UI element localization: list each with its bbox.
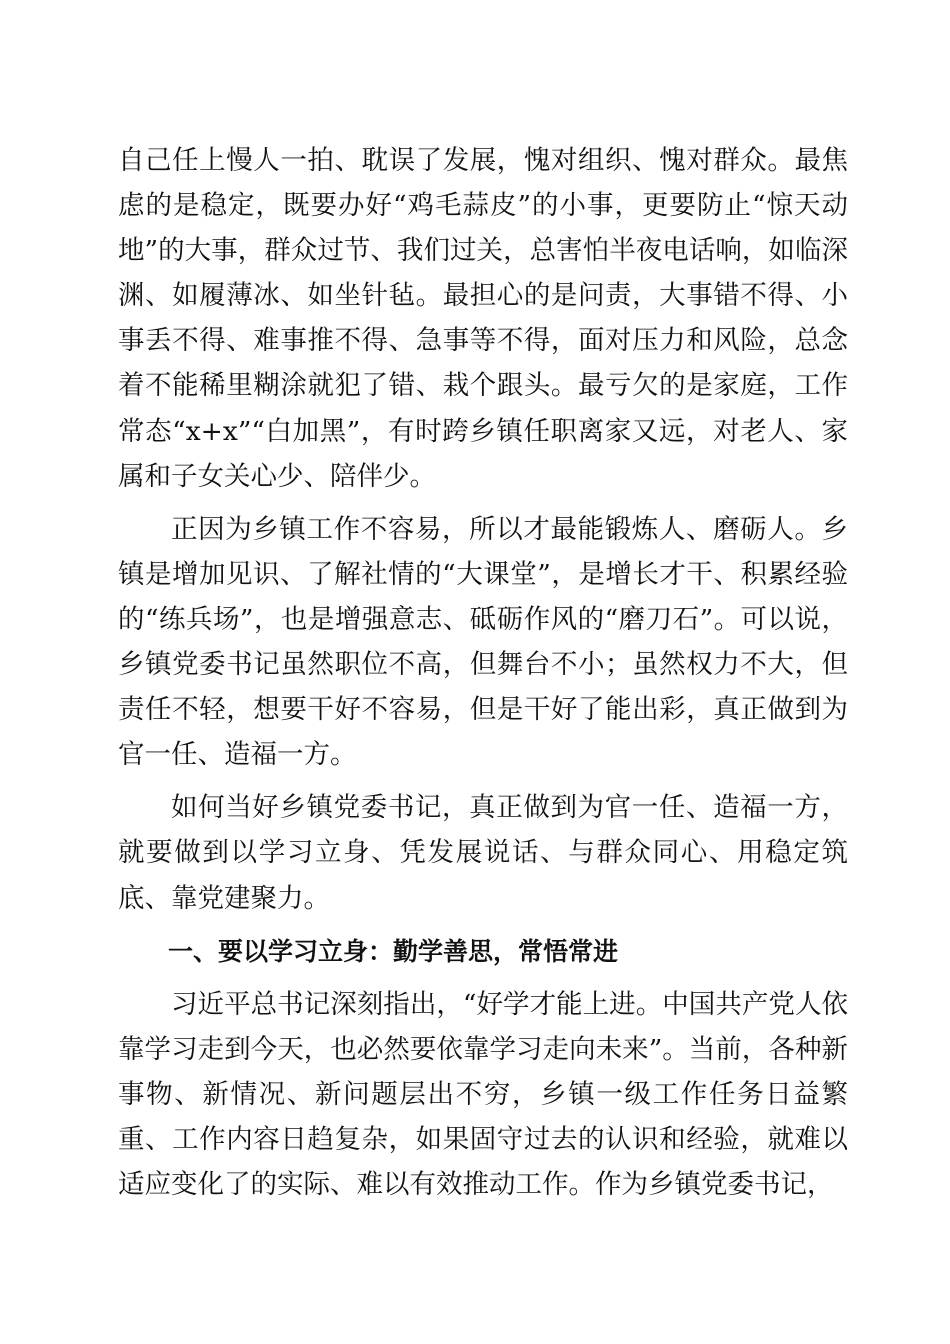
paragraph-how-to-be-secretary: 如何当好乡镇党委书记，真正做到为官一任、造福一方，就要做到以学习立身、凭发展说话、与群众同心、用稳定筑底、靠党建聚力。 (118, 792, 848, 914)
document-body (118, 138, 848, 1215)
paragraph-learning: 习近平总书记深刻指出，“好学才能上进。中国共产党人依靠学习走到今天，也必然要依靠学习走向未来”。当前，各种新事物、新情况、新问题层出不穷，乡镇一级工作任务日益繁重、工作内容日趋复杂，如果固守过去的认识和经验，就难以适应变化了的实际、难以有效推动工作。作为乡镇党委书记， (118, 988, 848, 1201)
section-heading: 一、要以学习立身：勤学善思，常悟常进 (168, 936, 619, 966)
paragraph-challenges: 自己任上慢人一拍、耽误了发展，愧对组织、愧对群众。最焦虑的是稳定，既要办好“鸡毛蒜皮”的小事，更要防止“惊天动地”的大事，群众过节、我们过关，总害怕半夜电话响，如临深渊、如履薄冰、如坐针毡。最担心的是问责，大事错不得、小事丢不得、难事推不得、急事等不得，面对压力和风险，总念着不能稀里糊涂就犯了错、栽个跟头。最亏欠的是家庭，工作常态“x+x”“白加黑”，有时跨乡镇任职离家又远，对老人、家属和子女关心少、陪伴少。 (118, 145, 848, 492)
paragraph-township-training: 正因为乡镇工作不容易，所以才最能锻炼人、磨砺人。乡镇是增加见识、了解社情的“大课堂”，是增长才干、积累经验的“练兵场”，也是增强意志、砥砺作风的“磨刀石”。可以说，乡镇党委书记虽然职位不高，但舞台不小；虽然权力不大，但责任不轻，想要干好不容易，但是干好了能出彩，真正做到为官一任、造福一方。 (118, 513, 848, 771)
